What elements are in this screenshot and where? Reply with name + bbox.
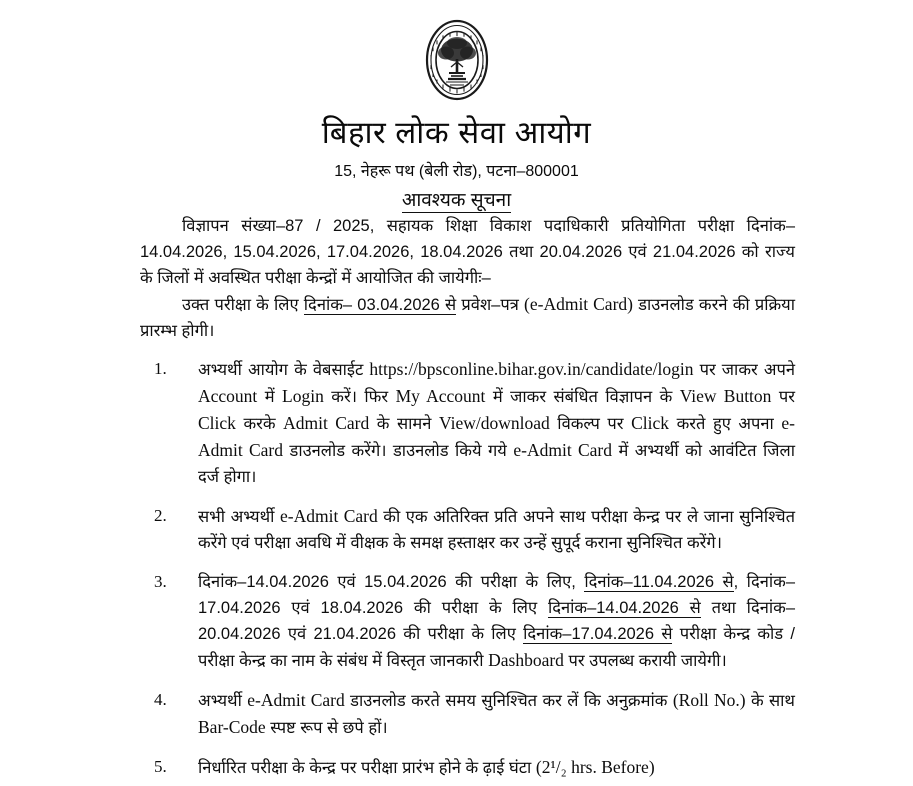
- second-paragraph-tail: डाउनलोड करने की प्रक्रिया प्रारम्भ होगी।: [140, 296, 796, 341]
- instruction-text: , दिनांक–17.04.2026 एवं 18.04.2026 की परीक्षा के लिए: [198, 573, 795, 618]
- instruction-text-en: Click: [198, 413, 236, 434]
- notice-body: [140, 213, 795, 781]
- instruction-text: में: [257, 388, 283, 407]
- instruction-text: करते हुए अपना: [669, 415, 782, 434]
- second-paragraph-before: उक्त परीक्षा के लिए: [182, 296, 304, 315]
- instruction-underlined-date: दिनांक–17.04.2026 से: [523, 625, 673, 644]
- instruction-item-marker: 3.: [154, 572, 167, 592]
- instruction-text: करके: [235, 415, 284, 434]
- instruction-text: परीक्षा केन्द्र कोड / परीक्षा केन्द्र का नाम के संबंध में विस्तृत जानकारी: [198, 625, 796, 671]
- intro-paragraph: विज्ञापन संख्या–87 / 2025, सहायक शिक्षा विकाश पदाधिकारी प्रतियोगिता परीक्षा दिनांक–14.04.2026, 15.04.2026, 17.04.2026, 18.04.2026 तथा 20.04.2026 एवं 21.04.2026 को राज्य के जिलों में अवस्थित परीक्षा केन्द्रों में आयोजित की जायेगीः–: [140, 217, 795, 288]
- instruction-text-en: e-Admit Card: [247, 690, 345, 711]
- second-paragraph: [140, 291, 795, 344]
- instruction-text-en: e-Admit Card: [513, 440, 612, 461]
- instruction-item: [140, 569, 795, 674]
- portal-url[interactable]: https://bpsconline.bihar.gov.in/candidate/login: [369, 359, 694, 380]
- organisation-title: बिहार लोक सेवा आयोग: [321, 115, 592, 150]
- instruction-item: [140, 687, 795, 741]
- emblem-container: [0, 0, 913, 102]
- instruction-text-en: Bar-Code: [198, 717, 266, 738]
- instruction-text: दिनांक–14.04.2026 एवं 15.04.2026 की परीक्षा के लिए,: [198, 573, 585, 592]
- instruction-text-en: Click: [631, 413, 670, 434]
- instruction-item-marker: 1.: [154, 359, 167, 379]
- instruction-text: निर्धारित परीक्षा के केन्द्र पर परीक्षा प्रारंभ होने के ढ़ाई घंटा: [198, 759, 536, 778]
- instruction-item-marker: 4.: [154, 690, 167, 710]
- organisation-address: 15, नेहरू पथ (बेली रोड), पटना–800001: [334, 163, 579, 181]
- instruction-text: डाउनलोड करेंगे। डाउनलोड किये गये: [283, 442, 514, 461]
- instruction-text: करें। फिर: [323, 388, 396, 407]
- instruction-text: डाउनलोड करते समय सुनिश्चित कर लें कि अनुक्रमांक: [344, 692, 673, 711]
- instruction-text: में अभ्यर्थी को आवंटित जिला दर्ज होगा।: [198, 442, 795, 487]
- instruction-text-en: My Account: [395, 386, 486, 407]
- instruction-text: अभ्यर्थी: [198, 692, 248, 711]
- instruction-text-en: View Button: [679, 386, 772, 407]
- instruction-text-en: (2¹/₂ hrs. Before): [535, 757, 655, 778]
- instruction-text: अभ्यर्थी आयोग के वेबसाईट: [198, 361, 370, 380]
- instruction-text: विकल्प पर: [549, 415, 632, 434]
- instruction-text-en: Dashboard: [488, 650, 564, 671]
- instruction-text: के सामने: [369, 415, 440, 434]
- instruction-text: पर: [771, 388, 795, 407]
- instructions-list: [140, 356, 795, 781]
- instruction-text: तथा दिनांक–20.04.2026 एवं 21.04.2026 की परीक्षा के लिए: [198, 599, 795, 644]
- notice-kind-heading: [0, 190, 913, 213]
- instruction-text-en: Admit Card: [283, 413, 370, 434]
- notice-kind-text: आवश्यक सूचना: [401, 190, 512, 212]
- instruction-text: पर जाकर अपने: [693, 361, 795, 380]
- instruction-text-en: e-Admit Card: [198, 413, 795, 461]
- e-admit-card-label: (e-Admit Card): [524, 294, 633, 315]
- instruction-text-en: View/download: [439, 413, 550, 434]
- instruction-item: [140, 356, 795, 490]
- instruction-text: के साथ: [745, 692, 795, 711]
- bihar-government-bodhi-tree-seal-icon: [424, 18, 490, 102]
- instruction-text: की एक अतिरिक्त प्रति अपने साथ परीक्षा केन्द्र पर ले जाना सुनिश्चित करेंगे एवं परीक्षा अवधि में वीक्षक के समक्ष हस्ताक्षर कर उन्हें सुपूर्द कराना सुनिश्चित करेंगे।: [198, 508, 795, 553]
- instruction-text: पर उपलब्ध करायी जायेगी।: [563, 652, 727, 671]
- admit-card-start-date: दिनांक– 03.04.2026 से: [303, 296, 457, 315]
- instruction-text: सभी अभ्यर्थी: [198, 508, 281, 527]
- instruction-text: स्पष्ट रूप से छपे हों।: [265, 719, 388, 738]
- instruction-item: [140, 754, 795, 781]
- instruction-text-en: e-Admit Card: [280, 506, 378, 527]
- instruction-text-en: Login: [282, 386, 324, 407]
- instruction-underlined-date: दिनांक–11.04.2026 से: [584, 573, 734, 592]
- instruction-text-en: Account: [198, 386, 258, 407]
- instruction-item: [140, 503, 795, 556]
- instruction-item-marker: 5.: [154, 757, 167, 777]
- instruction-text-en: (Roll No.): [672, 690, 746, 711]
- second-paragraph-after-hi: प्रवेश–पत्र: [456, 296, 525, 315]
- instruction-underlined-date: दिनांक–14.04.2026 से: [547, 599, 701, 618]
- instruction-item-marker: 2.: [154, 506, 167, 526]
- instruction-text: में जाकर संबंधित विज्ञापन के: [485, 388, 680, 407]
